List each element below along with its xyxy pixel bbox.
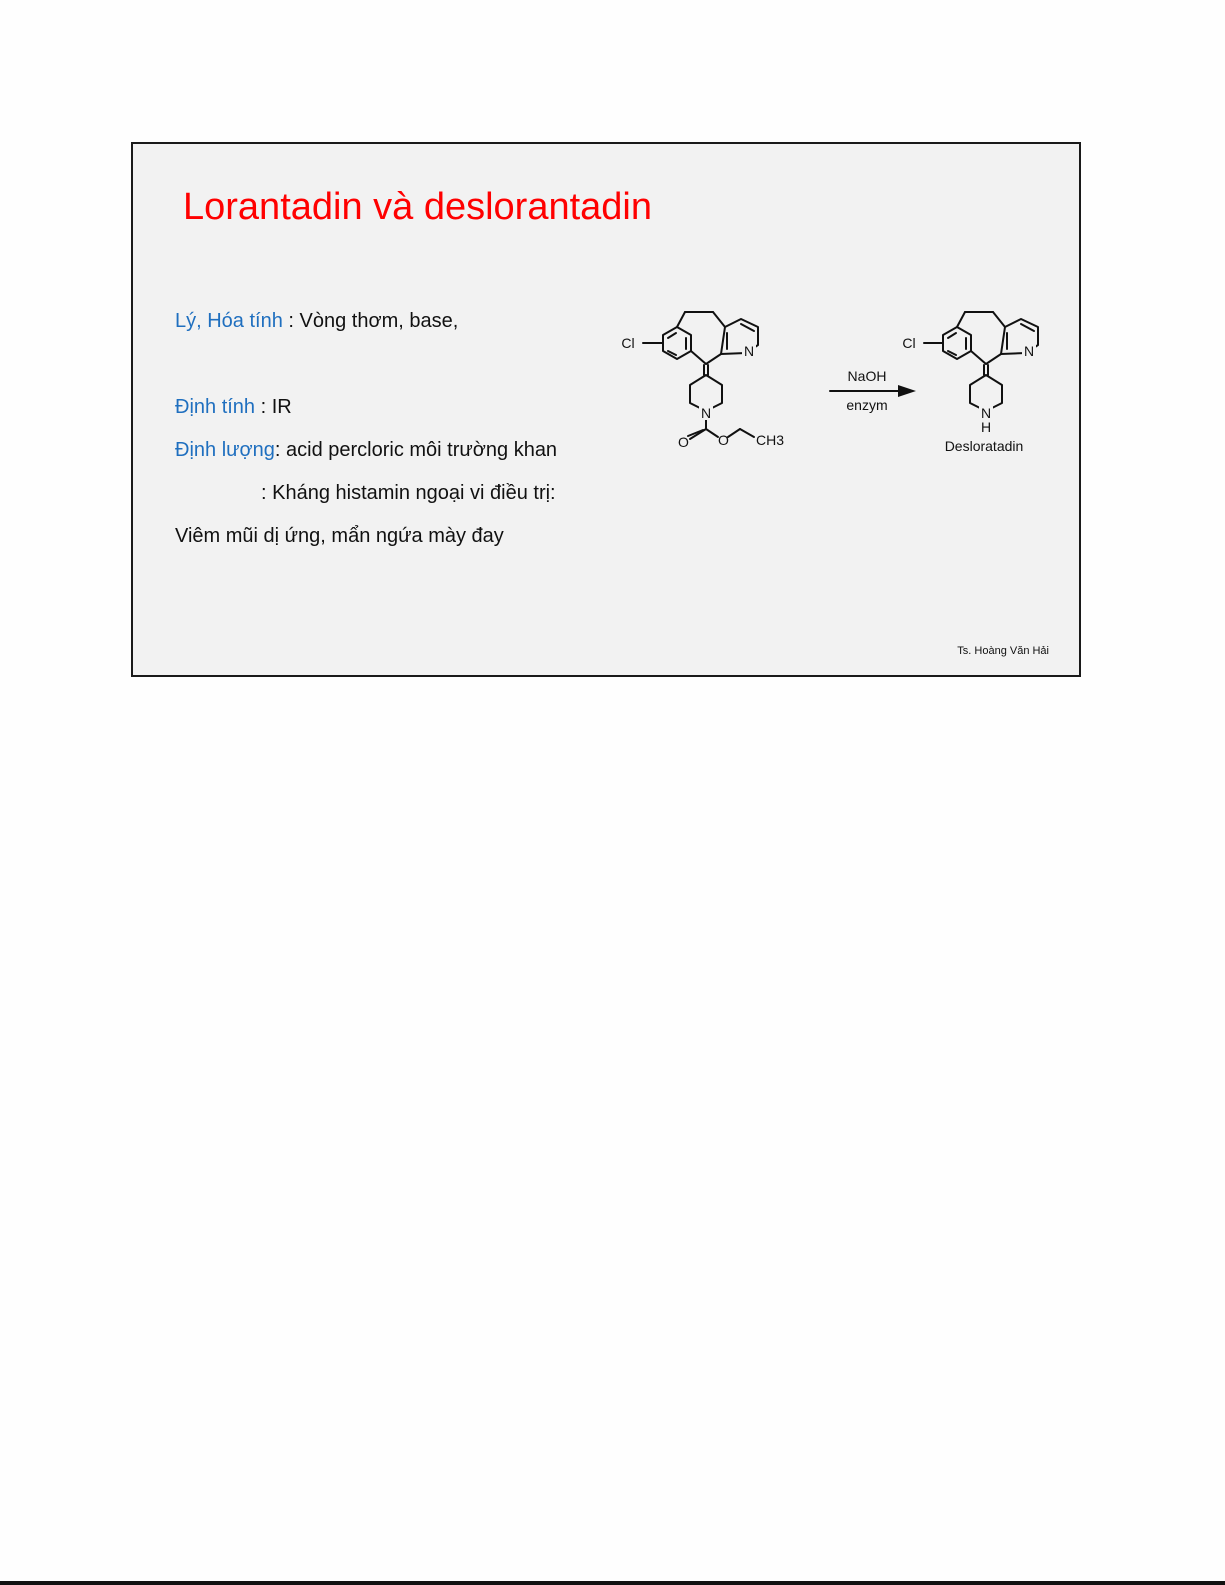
row-use <box>261 482 556 505</box>
reactant-pyridine-n-label: N <box>743 343 755 359</box>
product-piperidine-n-label: N <box>980 405 992 421</box>
slide-title: Lorantadin và deslorantadin <box>183 186 653 228</box>
row-label: Định tính <box>175 396 256 418</box>
row-indication <box>175 525 504 548</box>
page-bottom-rule <box>0 1581 1225 1585</box>
product-name: Desloratadin <box>944 438 1024 454</box>
row-text: : Kháng histamin ngoại vi điều trị: <box>261 482 556 504</box>
reaction-scheme <box>598 309 1048 479</box>
reactant-ch3-label: CH3 <box>756 432 785 448</box>
row-text: Viêm mũi dị ứng, mẩn ngứa mày đay <box>175 525 504 547</box>
row-physchem <box>175 310 458 333</box>
product-nh-h-label: H <box>980 419 992 435</box>
reactant-cl-label: Cl <box>621 335 635 351</box>
row-label: Định lượng <box>175 439 275 461</box>
row-text: : Vòng thơm, base, <box>282 310 459 332</box>
row-text: : acid percloric môi trường khan <box>274 439 558 461</box>
row-label: Lý, Hóa tính <box>175 310 283 332</box>
reagent-enzym: enzym <box>846 397 888 413</box>
row-identification <box>175 396 292 419</box>
reactant-ester-o-label: O <box>718 432 729 448</box>
reagent-naoh: NaOH <box>847 368 887 384</box>
slide <box>131 142 1081 677</box>
row-text: : IR <box>255 396 292 418</box>
product-cl-label: Cl <box>902 335 916 351</box>
slide-footer: Ts. Hoàng Văn Hải <box>957 645 1049 657</box>
row-assay <box>175 439 557 462</box>
arrow-head-icon <box>898 385 916 397</box>
reactant-carbonyl-o-label: O <box>678 434 689 450</box>
reactant-piperidine-n-label: N <box>700 405 712 421</box>
product-pyridine-n-label: N <box>1023 343 1035 359</box>
